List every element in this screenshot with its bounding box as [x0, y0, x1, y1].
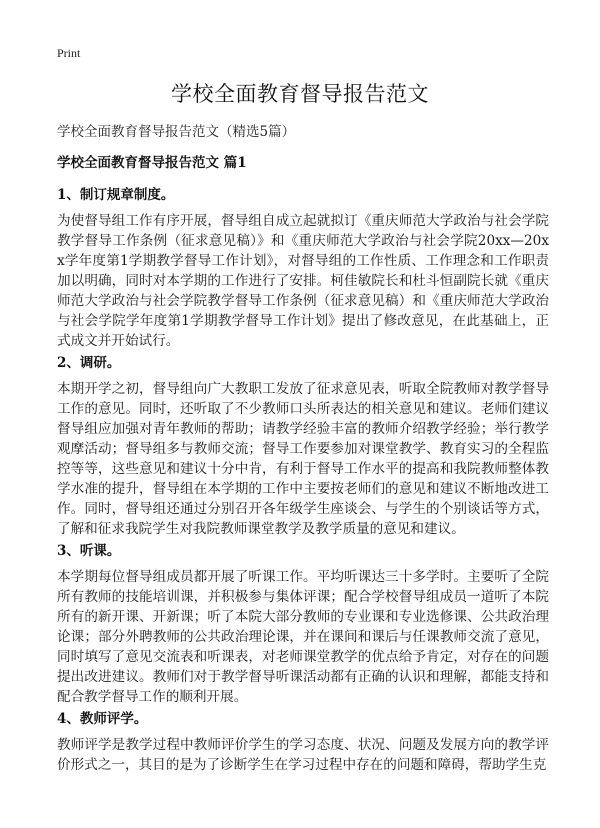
section-body-3: 本学期每位督导组成员都开展了听课工作。平均听课达三十多学时。主要听了全院所有教师的技能培训课，并积极参与集体评课；配合学校督导组成员一道听了本院所有的新开课、开新课；听了本院大部分教师的专业课和专业选修课、公共政治理论课；部分外聘教师的公共政治理论课，并在课间和课后与任课教师交流了意见，同时填写了意见交流表和听课表，对老师课堂教学的优点给予肯定，对存在的问题提出改进建议。教师们对于教学督导听课活动都有正确的认识和理解，都能支持和配合教学督导工作的顺利开展。: [57, 569, 549, 705]
section-body-4: 教师评学是教学过程中教师评价学生的学习态度、状况、问题及发展方向的教学评价形式之一，其目的是为了诊断学生在学习过程中存在的问题和障碍，帮助学生克: [57, 737, 549, 773]
section-body-2: 本期开学之初，督导组向广大教职工发放了征求意见表，听取全院教师对教学督导工作的意见。同时，还听取了不少教师口头所表达的相关意见和建议。老师们建议督导组应加强对青年教师的帮助；请教学经验丰富的教师介绍教学经验；举行教学观摩活动；督导组多与教师交流；督导工作要参加对课堂教学、教育实习的全程监控等等，这些意见和建议十分中肯，有利于督导工作水平的提高和我院教师整体教学水准的提升，督导组在本学期的工作中主要按老师们的意见和建议不断地改进工作。同时，督导组还通过分别召开各年级学生座谈会、与学生的个别谈话等方式，了解和征求我院学生对我院教师课堂教学及教学质量的意见和建议。: [57, 381, 549, 537]
section-body-1: 为使督导组工作有序开展，督导组自成立起就拟订《重庆师范大学政治与社会学院教学督导工作条例（征求意见稿）》和《重庆师范大学政治与社会学院20xx—20xx学年度第1学期教学督导工作计划》，对督导组的工作性质、工作理念和工作职责加以明确，同时对本学期的工作进行了安排。柯佳敏院长和杜斗恒副院长就《重庆师范大学政治与社会学院教学督导工作条例（征求意见稿）和《重庆师范大学政治与社会学院学年度第1学期教学督导工作计划》提出了修改意见，在此基础上，正式成文并开始试行。: [57, 213, 549, 349]
section-heading-3: 3、听课。: [57, 543, 121, 559]
print-link[interactable]: Print: [57, 46, 81, 60]
document-subtitle: 学校全面教育督导报告范文（精选5篇）: [57, 124, 296, 140]
page-title: 学校全面教育督导报告范文: [171, 82, 429, 106]
section-heading-2: 2、调研。: [57, 355, 121, 371]
section-heading-1: 1、制订规章制度。: [57, 187, 175, 203]
section-heading-4: 4、教师评学。: [57, 711, 148, 727]
article-title: 学校全面教育督导报告范文 篇1: [57, 155, 247, 171]
